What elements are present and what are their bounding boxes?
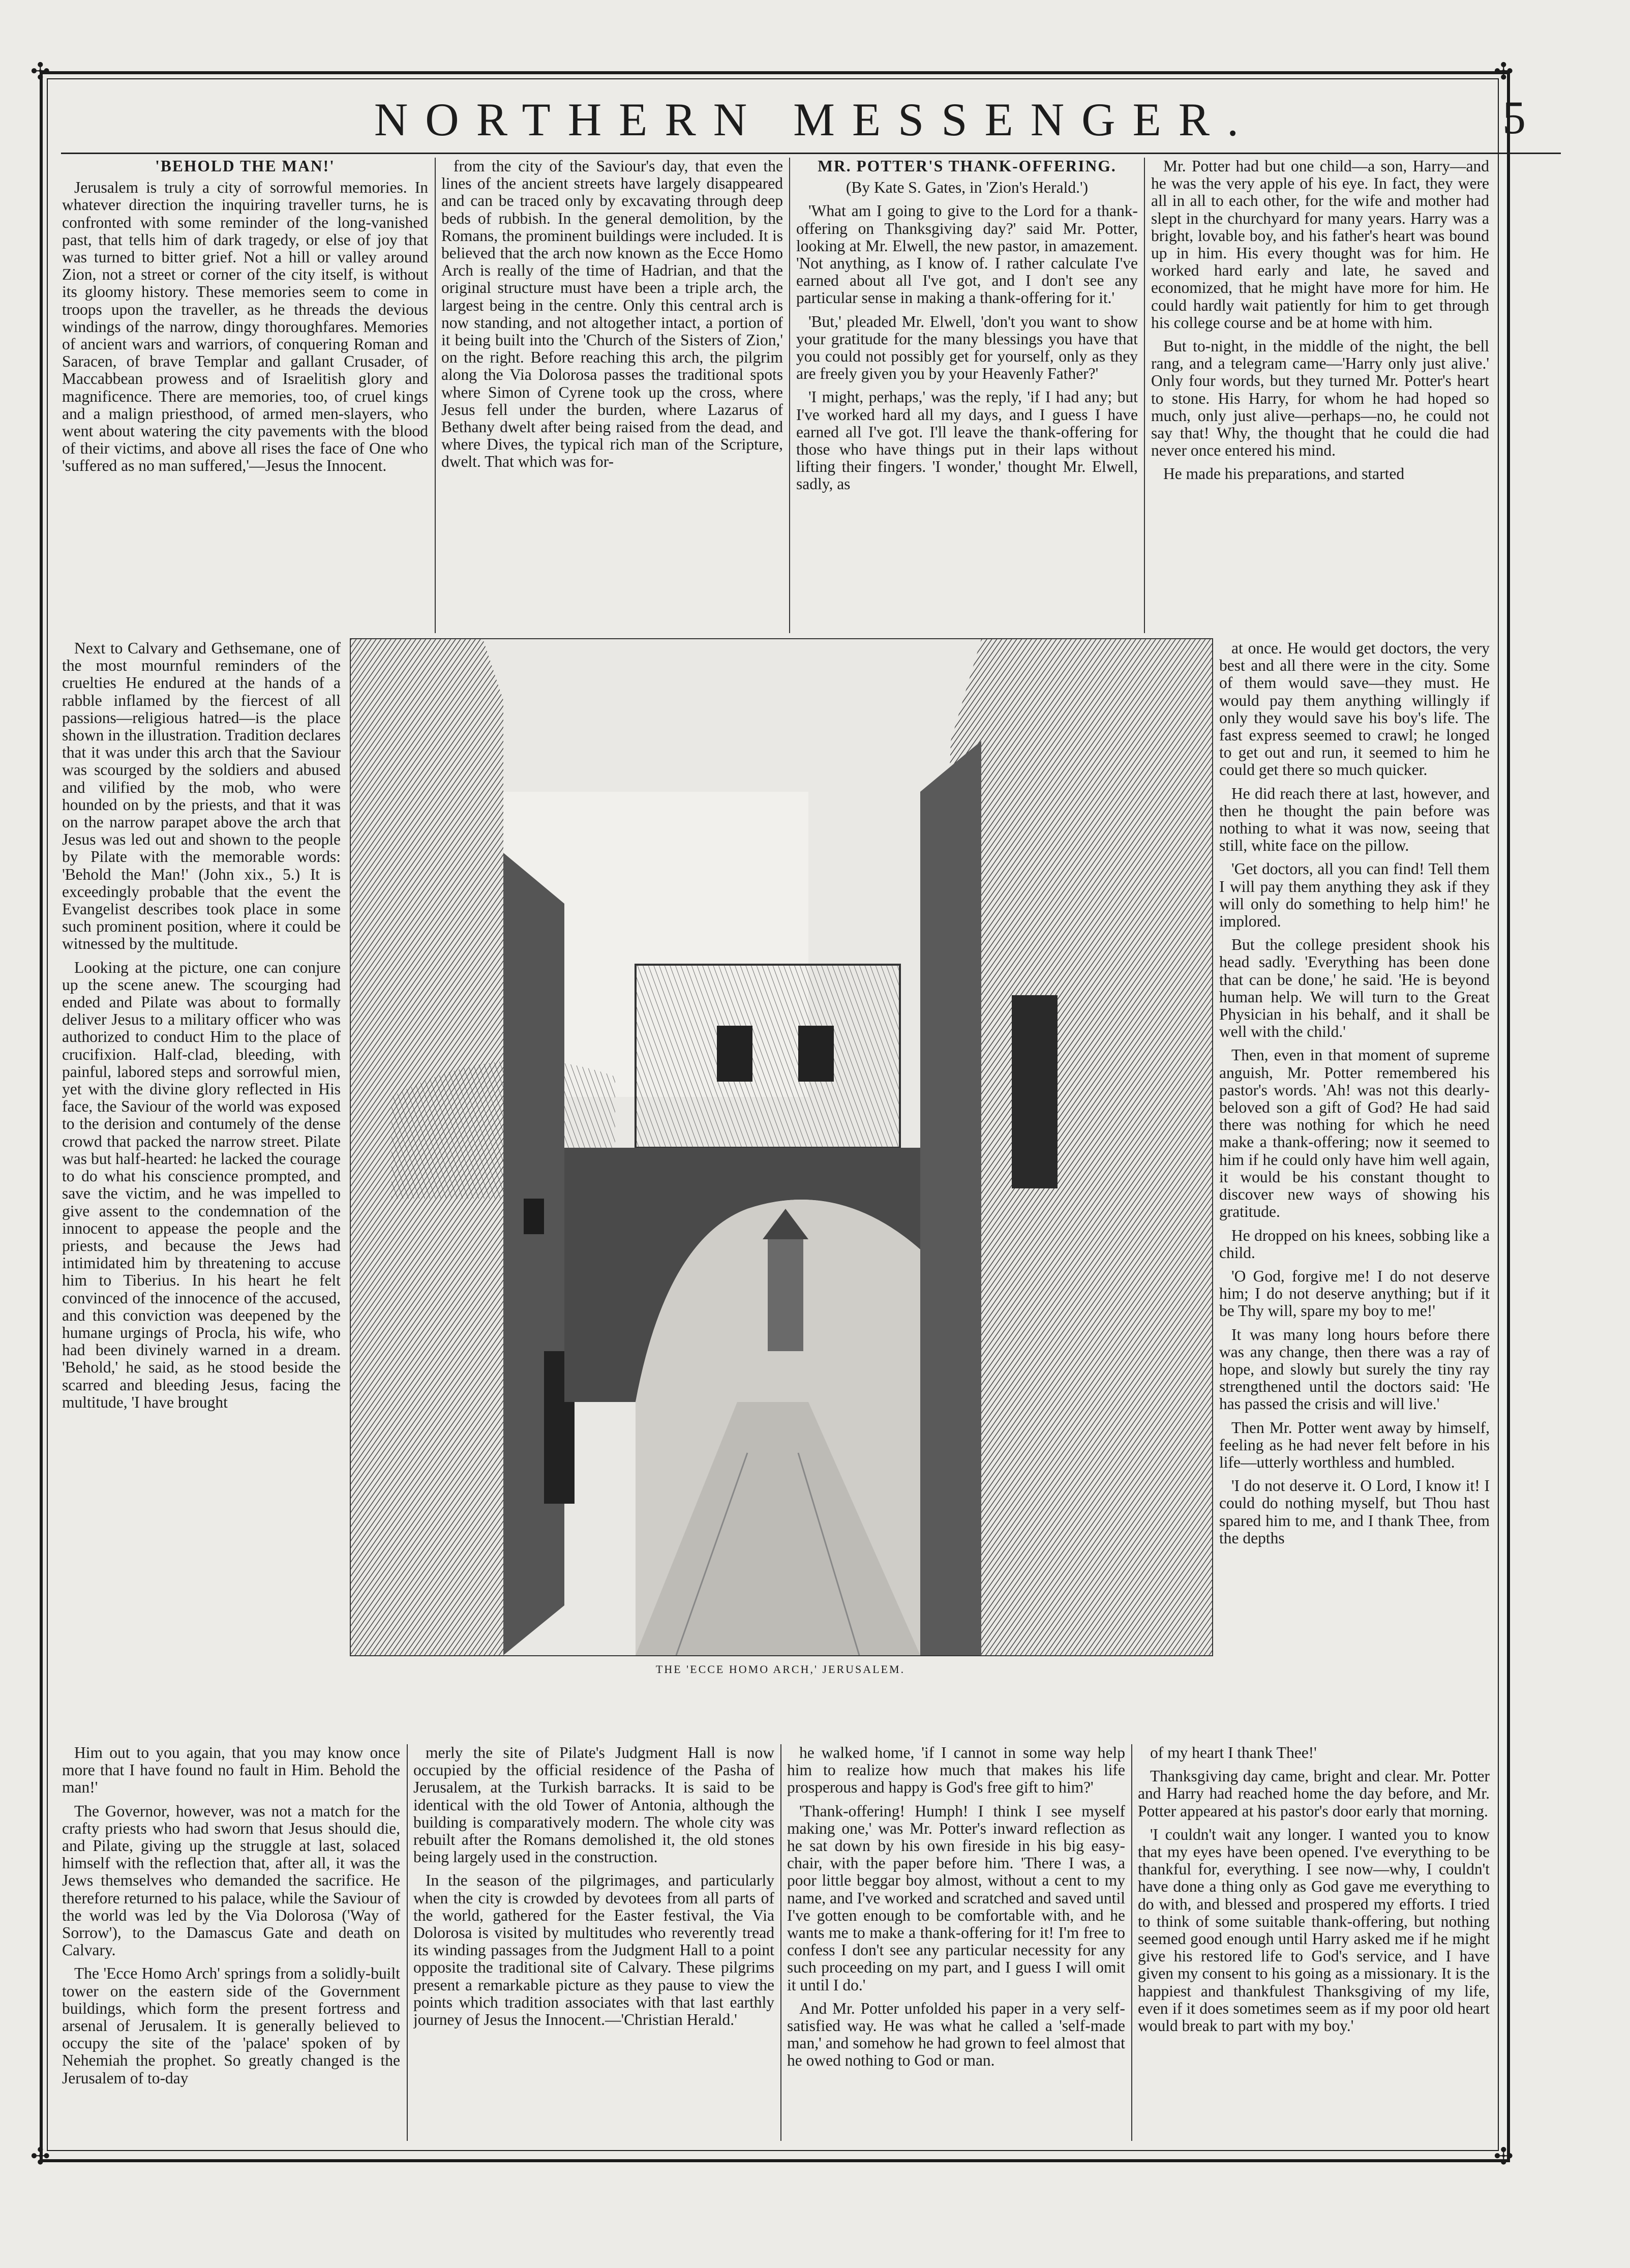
corner-ornament-bottom-right: ✣ (1494, 2143, 1514, 2169)
paragraph: 'Get doctors, all you can find! Tell them I will pay them anything they ask if they will only do something to help him!' he implored. (1219, 860, 1490, 931)
page-number: 5 (1502, 92, 1526, 143)
article-column-1-bottom (62, 1744, 400, 2146)
column-divider (780, 1744, 781, 2141)
article-heading: MR. POTTER'S THANK-OFFERING. (818, 158, 1116, 175)
paragraph: And Mr. Potter unfolded his paper in a very self-satisfied way. He was what he called a 'self-made man,' and somehow he had grown to feel almost that he owed nothing to God or man. (787, 1999, 1125, 2070)
column-divider (407, 1744, 408, 2141)
corner-ornament-top-left: ✣ (31, 58, 50, 84)
paragraph: He did reach there at last, however, and then he thought the pain before was nothing to what it was now, seeing that still, white face on the pillow. (1219, 784, 1490, 855)
paragraph: 'I might, perhaps,' was the reply, 'if I had any; but I've worked hard all my days, and I guess I have earned all I've got. I'll leave the thank-offering for those who have things put in their laps without lifting their fingers. 'I wonder,' thought Mr. Elwell, sadly, as (796, 388, 1138, 493)
article-column-4-top (1151, 158, 1489, 633)
paragraph: merly the site of Pilate's Judgment Hall is now occupied by the official residence of the Pasha of Jerusalem, at the Turkish barracks. It is said to be identical with the old Tower of Antonia, although the building is comparatively modern. The whole city was rebuilt after the Romans demolished it, the old stones being largely used in the construction. (413, 1744, 774, 1866)
column-divider (1144, 158, 1145, 633)
article-byline: (By Kate S. Gates, in 'Zion's Herald.') (846, 178, 1089, 197)
paragraph: But the college president shook his head sadly. 'Everything has been done that can be done,' he said. 'He is beyond human help. We will turn to the Great Physician in his behalf, and it shall be well with the child.' (1219, 936, 1490, 1041)
article-column-3-bottom (787, 1744, 1125, 2146)
paragraph: Then Mr. Potter went away by himself, feeling as he had never felt before in his life—utterly worthless and humbled. (1219, 1418, 1490, 1471)
paragraph: 'But,' pleaded Mr. Elwell, 'don't you want to show your gratitude for the many blessings you have that you could not possibly get for yourself, only as they are freely given you by your Heavenly Father?' (796, 312, 1138, 383)
paragraph: Then, even in that moment of supreme anguish, Mr. Potter remembered his pastor's words. 'Ah! was not this dearly-beloved son a gift of God? He had said there was nothing for which he need make a thank-offering; now it seemed to him if he could only have him well again, it would be his constant thought to discover new ways of showing his gratitude. (1219, 1046, 1490, 1221)
paragraph: But to-night, in the middle of the night, the bell rang, and a telegram came—'Harry only just alive.' Only four words, but they turned Mr. Potter's heart to stone. His Harry, for whom he had hoped so much, only just alive—perhaps—no, he could not say that! Why, the thought that he could die had never once entered his mind. (1151, 337, 1489, 460)
paragraph: Jerusalem is truly a city of sorrowful memories. In whatever direction the inquiring traveller turns, he is confronted with some reminder of the long-vanished past, that tells him of dark tragedy, or else of joy that was turned to bitter grief. Not a hill or valley around Zion, not a street or corner of the city itself, is without its gloomy history. These memories seem to come in troops upon the traveller, as he threads the devious windings of the narrow, dingy thoroughfares. Memories of ancient wars and warriors, of conquering Roman and Saracen, of brave Templar and gallant Crusader, of Maccabbean prowess and of Israelitish glory and magnificence. There are memories, too, of cruel kings and a malign priesthood, of armed men-slayers, who went about watering the city pavements with the blood of their victims, and above all rises the face of One who 'suffered as no man suffered,'—Jesus the Innocent. (62, 178, 428, 475)
corner-ornament-bottom-left: ✣ (31, 2143, 50, 2169)
paragraph: He made his preparations, and started (1163, 465, 1405, 483)
article-column-2-bottom (413, 1744, 774, 2146)
paragraph: Mr. Potter had but one child—a son, Harry—and he was the very apple of his eye. In fact, they were all in all to each other, for the wife and mother had slept in the churchyard for many years. Harry was a bright, lovable boy, and his father's heart was bound up in him. His every thought was for him. He worked hard early and late, he saved and economized, that he might have more for him. He could hardly wait patiently for him to get through his college course and be at home with him. (1151, 158, 1489, 332)
corner-ornament-top-right: ✣ (1494, 58, 1514, 84)
column-divider (789, 158, 790, 633)
paragraph: at once. He would get doctors, the very best and all there were in the city. Some of them would save—they must. He would pay them anything willingly if only they would save his boy's life. The fast express seemed to crawl; he longed to get out and run, it seemed to him he could get there so much quicker. (1219, 640, 1490, 779)
article-column-3-top (796, 158, 1138, 633)
illustration-caption: THE 'ECCE HOMO ARCH,' JERUSALEM. (655, 1663, 905, 1676)
header-rule (61, 153, 1561, 154)
paragraph: 'O God, forgive me! I do not deserve him; I do not deserve anything; but if it be Thy will, spare my boy to me!' (1219, 1267, 1490, 1320)
paragraph: he walked home, 'if I cannot in some way help him to realize how much that makes his life prosperous and happy is God's free gift to him?' (787, 1744, 1125, 1797)
paragraph: 'What am I going to give to the Lord for a thank-offering on Thanksgiving day?' said Mr. Potter, looking at Mr. Elwell, the new pastor, in amazement. 'Not anything, as I know of. I rather calculate I've earned about all I've got, and I don't see any particular sense in making a thank-offering for it.' (796, 202, 1138, 307)
paragraph: 'Thank-offering! Humph! I think I see myself making one,' was Mr. Potter's inward reflection as he sat down by his own fireside in his big easy-chair, with the paper before him. 'There I was, a poor little beggar boy almost, without a cent to my name, and I've worked and scratched and saved until I've gotten enough to be comfortable with, and he wants me to make a thank-offering for it! I'm free to confess I don't see any particular necessity for any such proceeding on my part, and I guess I will omit it until I do.' (787, 1802, 1125, 1994)
paragraph: Looking at the picture, one can conjure up the scene anew. The scourging had ended and Pilate was about to formally deliver Jesus to a military officer who was authorized to conduct Him to the place of crucifixion. Half-clad, bleeding, with painful, labored steps and sorrowful mien, yet with the divine glory reflected in His face, the Saviour of the world was exposed to the derision and contumely of the dense crowd that packed the narrow street. Pilate was but half-hearted: he lacked the courage to do what his conscience prompted, and save the victim, and he was impelled to give assent to the condemnation of the innocent to appease the people and the priests, and because the Jews had intimidated him by threatening to accuse him to Tiberius. In his heart he felt convinced of the innocence of the accused, and this conviction was deepened by the humane urgings of Procla, his wife, who had been divinely warned in a dream. 'Behold,' he said, as he stood beside the scarred and bleeding Jesus, facing the multitude, 'I have brought (62, 958, 341, 1411)
paragraph: 'I do not deserve it. O Lord, I know it! I could do nothing myself, but Thou hast spared him to me, and I thank Thee, from the depths (1219, 1477, 1490, 1547)
article-column-4-narrow (1219, 640, 1490, 1743)
column-divider (435, 158, 436, 633)
paragraph: from the city of the Saviour's day, that even the lines of the ancient streets have largely disappeared and can be traced only by excavating through deep beds of rubbish. In the general demolition, by the Romans, the prominent buildings were included. It is believed that the arch now known as the Ecce Homo Arch is really of the time of Hadrian, and that the original structure must have been a triple arch, the largest being in the centre. Only this central arch is now standing, and not altogether intact, a portion of it being built into the 'Church of the Sisters of Zion,' on the right. Before reaching this arch, the pilgrim along the Via Dolorosa passes the traditional spots where Simon of Cyrene took up the cross, where Jesus fell under the burden, where Lazarus of Bethany dwelt after being raised from the dead, and where Dives, the typical rich man of the Scripture, dwelt. That which was for- (441, 158, 783, 471)
engraving-image (351, 639, 1212, 1655)
paragraph: Next to Calvary and Gethsemane, one of the most mournful reminders of the cruelties He endured at the hands of a rabble inflamed by the fiercest of all passions—religious hatred—is the place shown in the illustration. Tradition declares that it was under this arch that the Saviour was scourged by the soldiers and abused and vilified by the mob, who were hounded on by the priests, and that it was on the narrow parapet above the arch that Jesus was led out and shown to the people by Pilate with the memorable words: 'Behold the Man!' (John xix., 5.) It is exceedingly probable that the event the Evangelist describes took place in some such prominent position, where it could be witnessed by the multitude. (62, 640, 341, 953)
ecce-homo-arch-illustration (350, 638, 1213, 1656)
article-column-1-top (62, 158, 428, 638)
paragraph: Him out to you again, that you may know once more that I have found no fault in Him. Behold the man!' (62, 1744, 400, 1797)
paragraph: 'I couldn't wait any longer. I wanted you to know that my eyes have been opened. I've everything to be thankful for, everything. I see now—why, I couldn't have done a thing only as God gave me everything to do with, and blessed and prospered my efforts. I tried to think of some suitable thank-offering, but nothing seemed good enough until Harry asked me if he might give his restored life to God's service, and I have given my consent to his going as a missionary. It is the happiest and thankfulest Thanksgiving of my life, even if it does sometimes seem as if my poor old heart would break to part with my boy.' (1138, 1825, 1490, 2035)
paragraph: In the season of the pilgrimages, and particularly when the city is crowded by devotees from all parts of the world, gathered for the Easter festival, the Via Dolorosa is visited by multitudes who reverently tread its winding passages from the Judgment Hall to a point opposite the traditional site of Calvary. These pilgrims present a remarkable picture as they pause to view the points which tradition associates with that last earthly journey of Jesus the Innocent.—'Christian Herald.' (413, 1871, 774, 2029)
paragraph: The Governor, however, was not a match for the crafty priests who had sworn that Jesus should die, and Pilate, giving up the struggle at last, solaced himself with the reflection that, after all, it was the Jews themselves who demanded the sacrifice. He therefore returned to his palace, while the Saviour of the world was led by the Via Dolorosa ('Way of Sorrow'), to the Damascus Gate and death on Calvary. (62, 1802, 400, 1959)
article-heading: 'BEHOLD THE MAN!' (155, 158, 335, 175)
article-column-1-narrow (62, 640, 341, 1743)
paragraph: He dropped on his knees, sobbing like a child. (1219, 1226, 1490, 1262)
paragraph: of my heart I thank Thee!' (1150, 1744, 1317, 1762)
article-column-4-bottom (1138, 1744, 1490, 2146)
paragraph: Thanksgiving day came, bright and clear. Mr. Potter and Harry had reached home the day before, and Mr. Potter appeared at his pastor's door early that morning. (1138, 1767, 1490, 1820)
paragraph: It was many long hours before there was any change, then there was a ray of hope, and slowly but surely the tiny ray strengthened until the doctors said: 'He has passed the crisis and will live.' (1219, 1325, 1490, 1413)
article-column-2-top (441, 158, 783, 633)
paragraph: The 'Ecce Homo Arch' springs from a solidly-built tower on the eastern side of the Government buildings, which form the present fortress and arsenal of Jerusalem. It is generally believed to occupy the site of the 'palace' spoken of by Nehemiah the prophet. So greatly changed is the Jerusalem of to-day (62, 1964, 400, 2087)
column-divider (1131, 1744, 1132, 2141)
masthead-title: NORTHERN MESSENGER. (374, 94, 1256, 145)
